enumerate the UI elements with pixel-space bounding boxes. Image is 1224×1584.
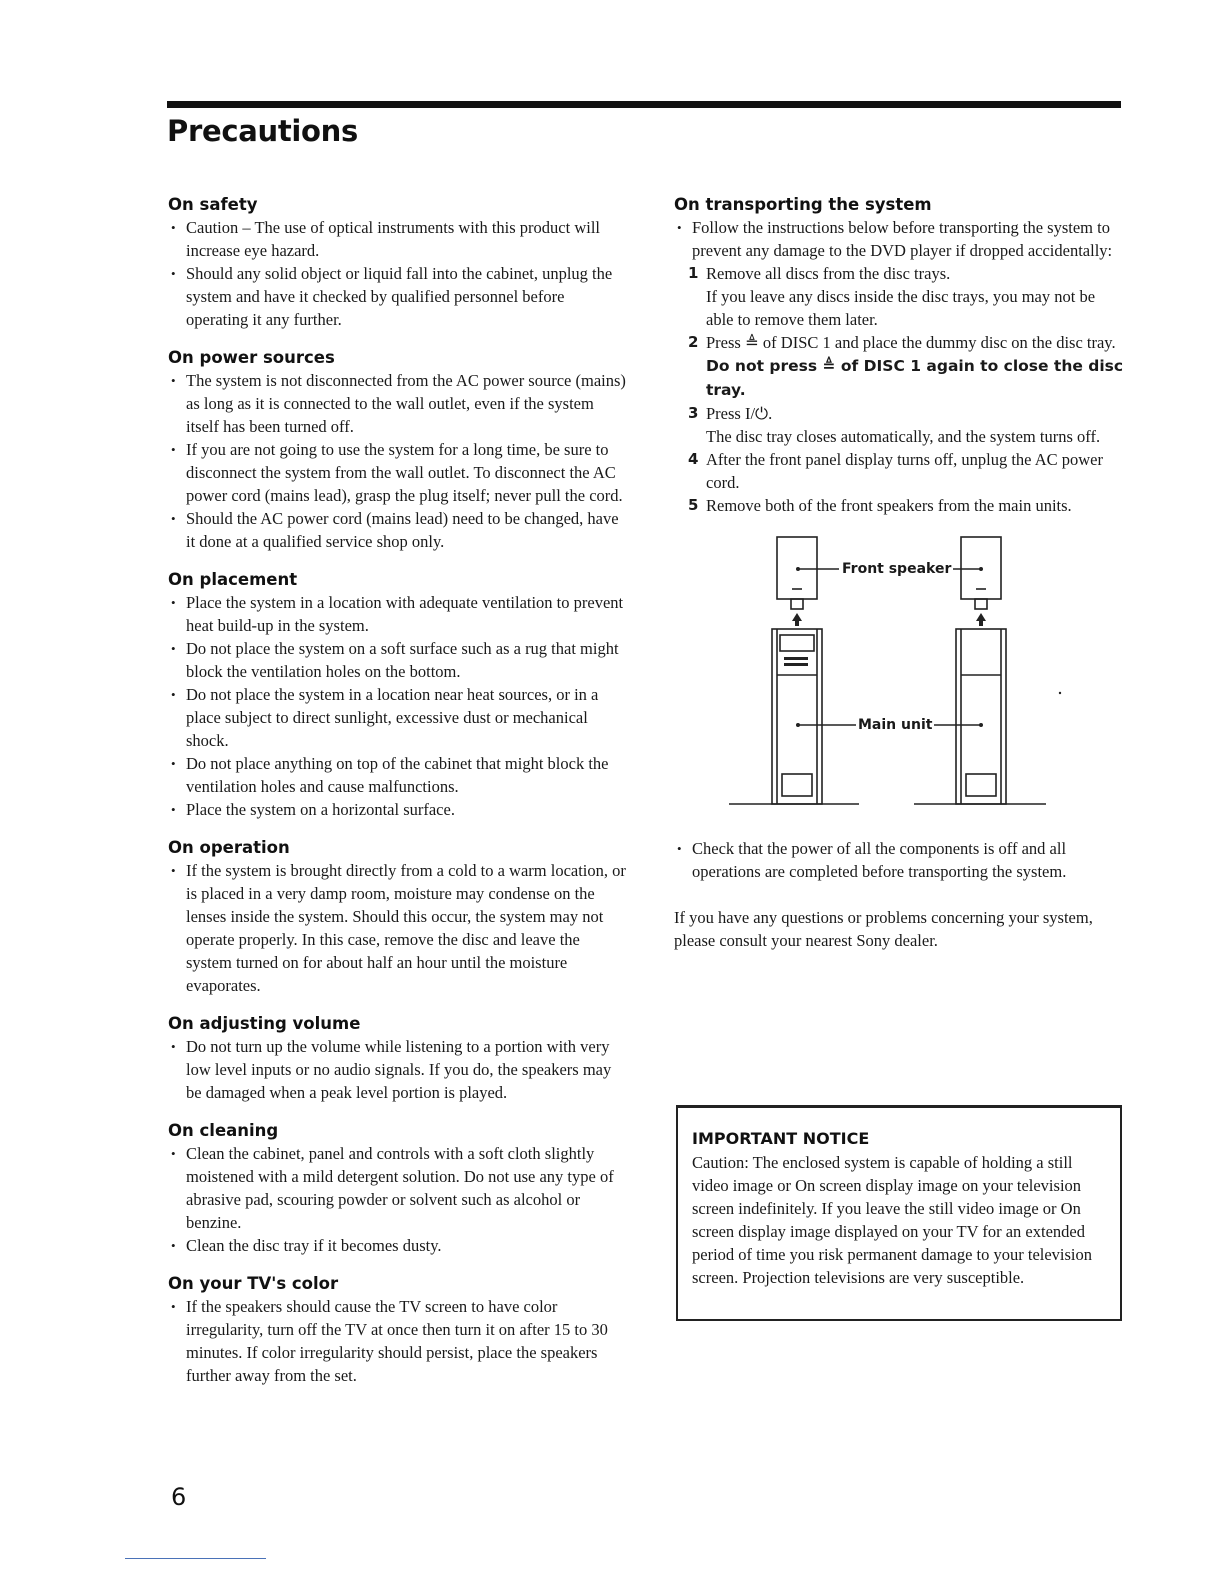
step-text: After the front panel display turns off, unplug the AC power cord.	[706, 450, 1103, 492]
list-item: • Do not turn up the volume while listening to a portion with very low level inputs or no audio signals. If you do, the speakers may be damaged when a peak level portion is played.	[168, 1035, 628, 1104]
left-column	[168, 194, 628, 1387]
list-item: • If the system is brought directly from a cold to a warm location, or is placed in a very damp room, moisture may condense on the lenses inside the system. Should this occur, the system may not operate properly. In this case, remove the disc and leave the system turned on for about half an hour until the moisture evaporates.	[168, 859, 628, 997]
page-title: Precautions	[167, 114, 358, 148]
section-placement	[168, 569, 628, 821]
notice-text: Caution: The enclosed system is capable of holding a still video image or On screen display image on your television screen indefinitely. If you leave the still video image or On screen display image displayed on your TV for an extended period of time you risk permanent damage to your television screen. Projection televisions are very susceptible.	[692, 1153, 1093, 1287]
section-heading: On cleaning	[168, 1121, 279, 1140]
step-text: Remove all discs from the disc trays.	[706, 264, 951, 283]
front-speaker-label: Front speaker	[842, 561, 952, 577]
step-note: The disc tray closes automatically, and the system turns off.	[706, 427, 1101, 446]
section-cleaning	[168, 1120, 628, 1257]
list-item: • If the speakers should cause the TV screen to have color irregularity, turn off the TV at once then turn it on after 15 to 30 minutes. If color irregularity should persist, place the speakers further away from the set.	[168, 1295, 628, 1387]
step-item	[688, 494, 1124, 517]
page-number: 6	[171, 1483, 187, 1511]
list-item: • The system is not disconnected from the AC power source (mains) as long as it is connected to the wall outlet, even if the system itself has been turned off.	[168, 369, 628, 438]
step-number: 1	[688, 264, 699, 282]
list-item: • Place the system on a horizontal surface.	[168, 798, 628, 821]
section-adjusting-volume	[168, 1013, 628, 1104]
list-item: • Clean the disc tray if it becomes dusty.	[168, 1234, 628, 1257]
list-item: • If you are not going to use the system for a long time, be sure to disconnect the system from the wall outlet. To disconnect the AC power cord (mains lead), grasp the plug itself; never pull the cord.	[168, 438, 628, 507]
list-item: • Should any solid object or liquid fall into the cabinet, unplug the system and have it checked by qualified personnel before operating it any further.	[168, 262, 628, 331]
main-unit-label: Main unit	[858, 717, 933, 733]
right-column	[674, 194, 1124, 952]
step-note: If you leave any discs inside the disc trays, you may not be able to remove them later.	[706, 287, 1096, 329]
section-heading: On adjusting volume	[168, 1014, 361, 1033]
section-operation	[168, 837, 628, 997]
section-heading: On operation	[168, 838, 290, 857]
section-heading: On placement	[168, 570, 298, 589]
step-item	[688, 448, 1124, 494]
step-item	[688, 331, 1124, 402]
section-transporting	[674, 194, 1124, 517]
step-number: 3	[688, 404, 699, 422]
step-item	[688, 262, 1124, 331]
list-item: • Should the AC power cord (mains lead) need to be changed, have it done at a qualified service shop only.	[168, 507, 628, 553]
step-text: Press ≜ of DISC 1 and place the dummy disc on the disc tray.	[706, 333, 1116, 352]
step-item	[688, 402, 1124, 448]
notice-heading: IMPORTANT NOTICE	[692, 1129, 870, 1148]
step-number: 2	[688, 333, 699, 351]
step-number: 5	[688, 496, 699, 514]
dealer-paragraph: If you have any questions or problems concerning your system, please consult your nearest Sony dealer.	[674, 908, 1093, 950]
arrow-up-icon	[792, 613, 802, 621]
check-list	[674, 837, 1124, 883]
list-item: • Caution – The use of optical instruments with this product will increase eye hazard.	[168, 216, 628, 262]
section-safety	[168, 194, 628, 331]
list-item: • Clean the cabinet, panel and controls with a soft cloth slightly moistened with a mild detergent solution. Do not use any type of abrasive pad, scouring powder or solvent such as alcohol or benzine.	[168, 1142, 628, 1234]
speaker-figure	[674, 529, 1124, 829]
transport-steps	[674, 262, 1124, 517]
step-number: 4	[688, 450, 699, 468]
section-heading: On transporting the system	[674, 195, 932, 214]
main-unit-left	[772, 629, 822, 804]
important-notice-box	[676, 1105, 1122, 1321]
main-unit-right	[956, 629, 1006, 804]
step-warning: Do not press ≜ of DISC 1 again to close the disc tray.	[706, 357, 1124, 399]
list-item: • Follow the instructions below before transporting the system to prevent any damage to the DVD player if dropped accidentally:	[674, 216, 1124, 262]
section-heading: On safety	[168, 195, 258, 214]
title-rule	[167, 101, 1121, 108]
step-text: Remove both of the front speakers from the main units.	[706, 496, 1072, 515]
arrow-up-icon	[976, 613, 986, 621]
footer-rule	[125, 1558, 266, 1559]
step-text: Press I/⏻.	[706, 404, 773, 423]
list-item: • Check that the power of all the components is off and all operations are completed before transporting the system.	[674, 837, 1124, 883]
list-item: • Place the system in a location with adequate ventilation to prevent heat build-up in the system.	[168, 591, 628, 637]
section-power-sources	[168, 347, 628, 553]
section-tv-color	[168, 1273, 628, 1387]
section-heading: On power sources	[168, 348, 335, 367]
list-item: • Do not place the system in a location near heat sources, or in a place subject to direct sunlight, excessive dust or mechanical shock.	[168, 683, 628, 752]
list-item: • Do not place the system on a soft surface such as a rug that might block the ventilation holes on the bottom.	[168, 637, 628, 683]
list-item: • Do not place anything on top of the cabinet that might block the ventilation holes and cause malfunctions.	[168, 752, 628, 798]
section-heading: On your TV's color	[168, 1274, 339, 1293]
